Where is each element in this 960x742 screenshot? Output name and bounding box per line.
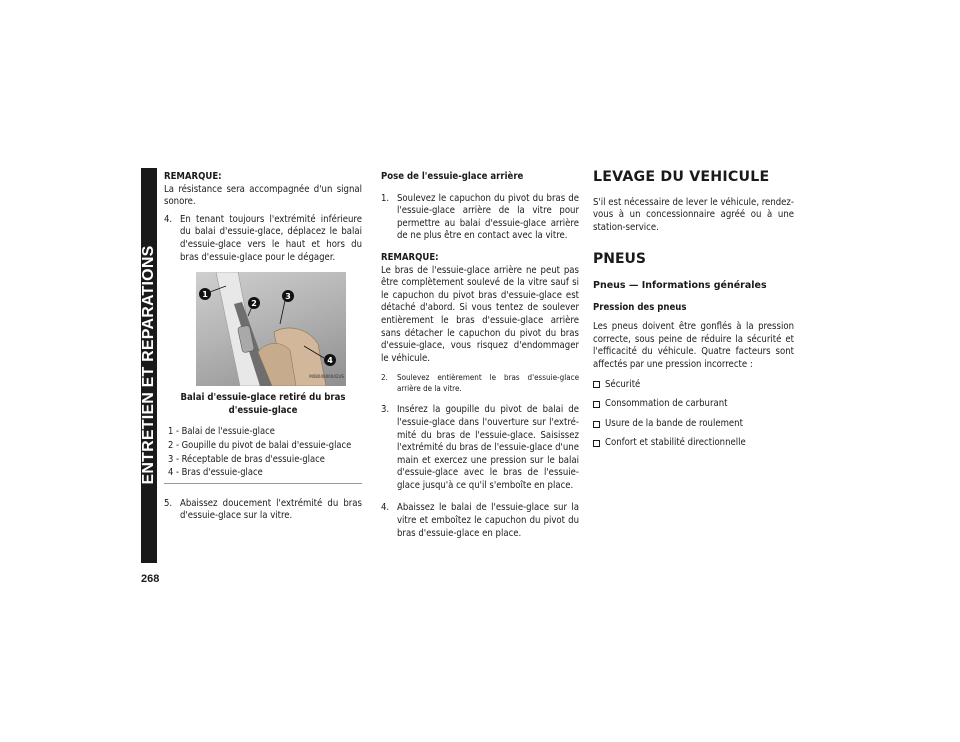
step-text: En tenant toujours l'extrémité inférieure du balai d'essuie-glace, déplacez le balai d'essuie-glace vers le haut et hors du bras d'essuie-glace pour le dégager.: [180, 213, 362, 263]
callout-1: 1: [202, 290, 208, 300]
chapter-title: LEVAGE DU VEHICULE: [593, 169, 770, 185]
checkbox-bullet-icon: [593, 381, 600, 388]
caption-line: d'essuie-glace: [228, 404, 298, 416]
legend-item: 2 - Goupille du pivot de balai d'essuie-glace: [168, 439, 352, 451]
checkbox-bullet-icon: [593, 421, 600, 428]
step-2: [381, 372, 579, 394]
column-right: [593, 171, 794, 450]
subsubsection-title: Pression des pneus: [593, 301, 687, 313]
step-4: [381, 502, 579, 540]
figure-legend: [164, 425, 362, 483]
checkbox-bullet-icon: [593, 440, 600, 447]
wiper-illustration: [196, 272, 346, 386]
pressure-text: Les pneus doivent être gonflés à la pression correcte, sous peine de réduire la sécurité et l'efficacité du véhicule. Quatre facteurs sont affectés par une pression incorrecte :: [593, 321, 794, 370]
bullet-text: Consommation de carburant: [605, 398, 728, 410]
figure-code: M0804000042US: [309, 374, 344, 380]
page-number: 268: [141, 573, 160, 585]
callout-3: 3: [285, 292, 291, 302]
step-text: Soulevez entièrement le bras d'essuie-glace arrière de la vitre.: [397, 373, 579, 394]
section-heading: Pose de l'essuie-glace arrière: [381, 171, 524, 182]
step-4: [164, 214, 362, 264]
column-left: [164, 171, 362, 523]
step-number: 4.: [164, 213, 173, 225]
note-text: Le bras de l'essuie-glace arrière ne peut pas être complètement soulevé de la vitre sauf si le capuchon du pivot bras d'essuie-glace est détaché d'abord. Si vous tentez de soulever entièrement le bras d'essuie-glace arrière sans détacher le capuchon du pivot du bras d'essuie-glace, vous risquez d'endommager le véhicule.: [381, 264, 579, 364]
step-3: [381, 404, 579, 492]
bullet-text: Usure de la bande de roulement: [605, 417, 743, 429]
legend-item: 3 - Réceptable de bras d'essuie-glace: [168, 453, 325, 465]
step-number: 2.: [381, 373, 388, 383]
callout-2: 2: [251, 299, 257, 309]
bullet-text: Sécurité: [605, 378, 641, 390]
lift-text: S'il est nécessaire de lever le véhicule, rendez-vous à un concessionnaire agréé ou à une station-service.: [593, 196, 794, 233]
note-text: La résistance sera accompagnée d'un signal sonore.: [164, 183, 362, 208]
step-number: 1.: [381, 192, 390, 204]
subsection-title: Pneus — Informations générales: [593, 279, 767, 291]
note-label: REMARQUE:: [381, 251, 439, 263]
step-text: Abaissez doucement l'extrémité du bras d'essuie-glace sur la vitre.: [180, 497, 362, 522]
step-text: Insérez la goupille du pivot de balai de l'essuie-glace dans l'ouverture sur l'extré-mité du bras de l'essuie-glace. Saisissez l'extrémité du bras de l'essuie-glace d'une main et exercez une pression sur le balai d'essuie-glace avec le bras de l'essuie-glace jusqu'à ce qu'il s'emboîte en place.: [397, 404, 579, 491]
legend-item: 4 - Bras d'essuie-glace: [168, 467, 263, 479]
column-middle: [381, 171, 579, 540]
step-1: [381, 193, 579, 243]
bullet-item: [593, 437, 794, 450]
step-number: 5.: [164, 497, 173, 509]
step-5: [164, 498, 362, 523]
bullet-item: [593, 379, 794, 392]
bullet-text: Confort et stabilité directionnelle: [605, 437, 746, 449]
step-text: Soulevez le capuchon du pivot du bras de l'essuie-glace arrière de la vitre pour permettre au balai d'essuie-glace arrière de ne plus être en contact avec la vitre.: [397, 192, 579, 242]
wiper-figure: [196, 272, 346, 386]
step-text: Abaissez le balai de l'essuie-glace sur la vitre et emboîtez le capuchon du pivot du bras d'essuie-glace en place.: [397, 502, 579, 539]
checkbox-bullet-icon: [593, 401, 600, 408]
step-number: 3.: [381, 404, 390, 416]
legend-divider: [164, 483, 362, 484]
section-title: PNEUS: [593, 251, 646, 268]
callout-4: 4: [327, 356, 333, 366]
figure-caption: [164, 392, 362, 417]
note-label: REMARQUE:: [164, 171, 222, 182]
caption-line: Balai d'essuie-glace retiré du bras: [180, 392, 346, 404]
bullet-item: [593, 418, 794, 431]
bullet-item: [593, 398, 794, 411]
chapter-side-label: ENTRETIEN ET REPARATIONS: [140, 245, 157, 485]
step-number: 4.: [381, 502, 390, 514]
legend-item: 1 - Balai de l'essuie-glace: [168, 426, 275, 438]
